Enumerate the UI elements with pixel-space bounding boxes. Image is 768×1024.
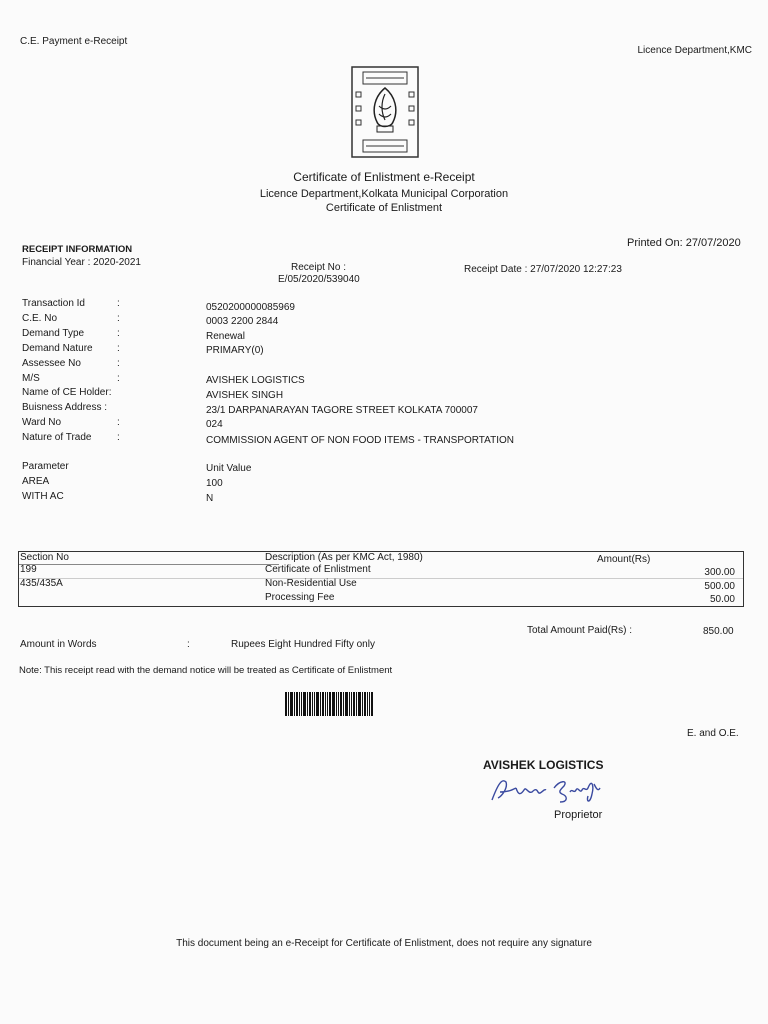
field-colon: : <box>117 432 120 443</box>
barcode <box>285 692 380 716</box>
field-label: Demand Type <box>22 328 85 339</box>
field-value-demand-nature: PRIMARY(0) <box>206 345 264 356</box>
signatory-role: Proprietor <box>554 809 603 821</box>
errors-omissions-excepted: E. and O.E. <box>687 728 739 739</box>
field-label: Assessee No <box>22 358 81 369</box>
table-header-description: Description (As per KMC Act, 1980) <box>265 552 423 563</box>
table-row-amount: 50.00 <box>709 594 735 605</box>
param-value: N <box>206 493 214 504</box>
field-colon: : <box>117 313 120 324</box>
handwritten-signature-icon <box>488 774 608 808</box>
footer-note: This document being an e-Receipt for Certificate of Enlistment, does not require any signature <box>176 938 592 949</box>
param-label: AREA <box>22 476 50 487</box>
table-row-amount: 300.00 <box>704 567 735 578</box>
table-row-description: Certificate of Enlistment <box>265 564 371 575</box>
param-value: Unit Value <box>206 463 252 474</box>
param-label: Parameter <box>22 461 69 472</box>
table-divider <box>19 564 279 565</box>
param-value: 100 <box>206 478 223 489</box>
amount-in-words-label: Amount in Words <box>20 639 97 650</box>
header-left-title: C.E. Payment e-Receipt <box>20 36 128 47</box>
table-row-description: Non-Residential Use <box>265 578 357 589</box>
field-label: Nature of Trade <box>22 432 92 443</box>
document-subtitle-type: Certificate of Enlistment <box>325 202 443 214</box>
table-row-section: 199 <box>20 564 37 575</box>
printed-on-date: Printed On: 27/07/2020 <box>627 237 741 249</box>
field-colon: : <box>117 358 120 369</box>
document-title: Certificate of Enlistment e-Receipt <box>293 170 475 184</box>
field-colon: : <box>117 328 120 339</box>
field-colon: : <box>117 343 120 354</box>
field-value-ce-holder: AVISHEK SINGH <box>206 390 284 401</box>
receipt-no-label: Receipt No : <box>291 262 347 273</box>
field-label: Buisness Address : <box>22 402 108 413</box>
table-header-amount: Amount(Rs) <box>597 554 651 565</box>
field-value-ward-no: 024 <box>206 419 223 430</box>
total-amount-label: Total Amount Paid(Rs) : <box>527 625 633 636</box>
field-value-nature-of-trade: COMMISSION AGENT OF NON FOOD ITEMS - TRANSPORTATION <box>206 435 514 446</box>
field-label: Demand Nature <box>22 343 93 354</box>
signatory-company: AVISHEK LOGISTICS <box>483 758 604 772</box>
receipt-date: Receipt Date : 27/07/2020 12:27:23 <box>464 264 622 275</box>
field-colon: : <box>117 417 120 428</box>
receipt-no-value: E/05/2020/539040 <box>278 274 360 285</box>
financial-year: Financial Year : 2020-2021 <box>22 257 141 268</box>
amount-in-words-value: Rupees Eight Hundred Fifty only <box>231 639 375 650</box>
param-label: WITH AC <box>22 491 64 502</box>
table-row-amount: 500.00 <box>704 581 735 592</box>
kmc-emblem-icon <box>351 66 419 158</box>
field-colon: : <box>117 298 120 309</box>
table-divider <box>19 578 743 579</box>
table-row-section: 435/435A <box>20 578 63 589</box>
total-amount-value: 850.00 <box>703 626 734 637</box>
field-colon: : <box>117 373 120 384</box>
field-label: Transaction Id <box>22 298 85 309</box>
fee-table <box>18 551 744 607</box>
document-subtitle-org: Licence Department,Kolkata Municipal Corporation <box>259 188 509 200</box>
table-row-description: Processing Fee <box>265 592 335 603</box>
field-label: C.E. No <box>22 313 58 324</box>
field-label: Name of CE Holder: <box>22 387 112 398</box>
field-value-demand-type: Renewal <box>206 331 245 342</box>
receipt-info-heading: RECEIPT INFORMATION <box>22 244 133 255</box>
field-value-business-address: 23/1 DARPANARAYAN TAGORE STREET KOLKATA 700007 <box>206 405 478 416</box>
field-value-ce-no: 0003 2200 2844 <box>206 316 279 327</box>
field-value-transaction-id: 0520200000085969 <box>206 302 295 313</box>
header-right-title: Licence Department,KMC <box>637 45 752 56</box>
field-value-ms: AVISHEK LOGISTICS <box>206 375 305 386</box>
field-label: Ward No <box>22 417 62 428</box>
table-header-section: Section No <box>20 552 69 563</box>
field-label: M/S <box>22 373 40 384</box>
receipt-note: Note: This receipt read with the demand notice will be treated as Certificate of Enlistment <box>19 665 393 676</box>
amount-in-words-colon: : <box>187 639 190 650</box>
